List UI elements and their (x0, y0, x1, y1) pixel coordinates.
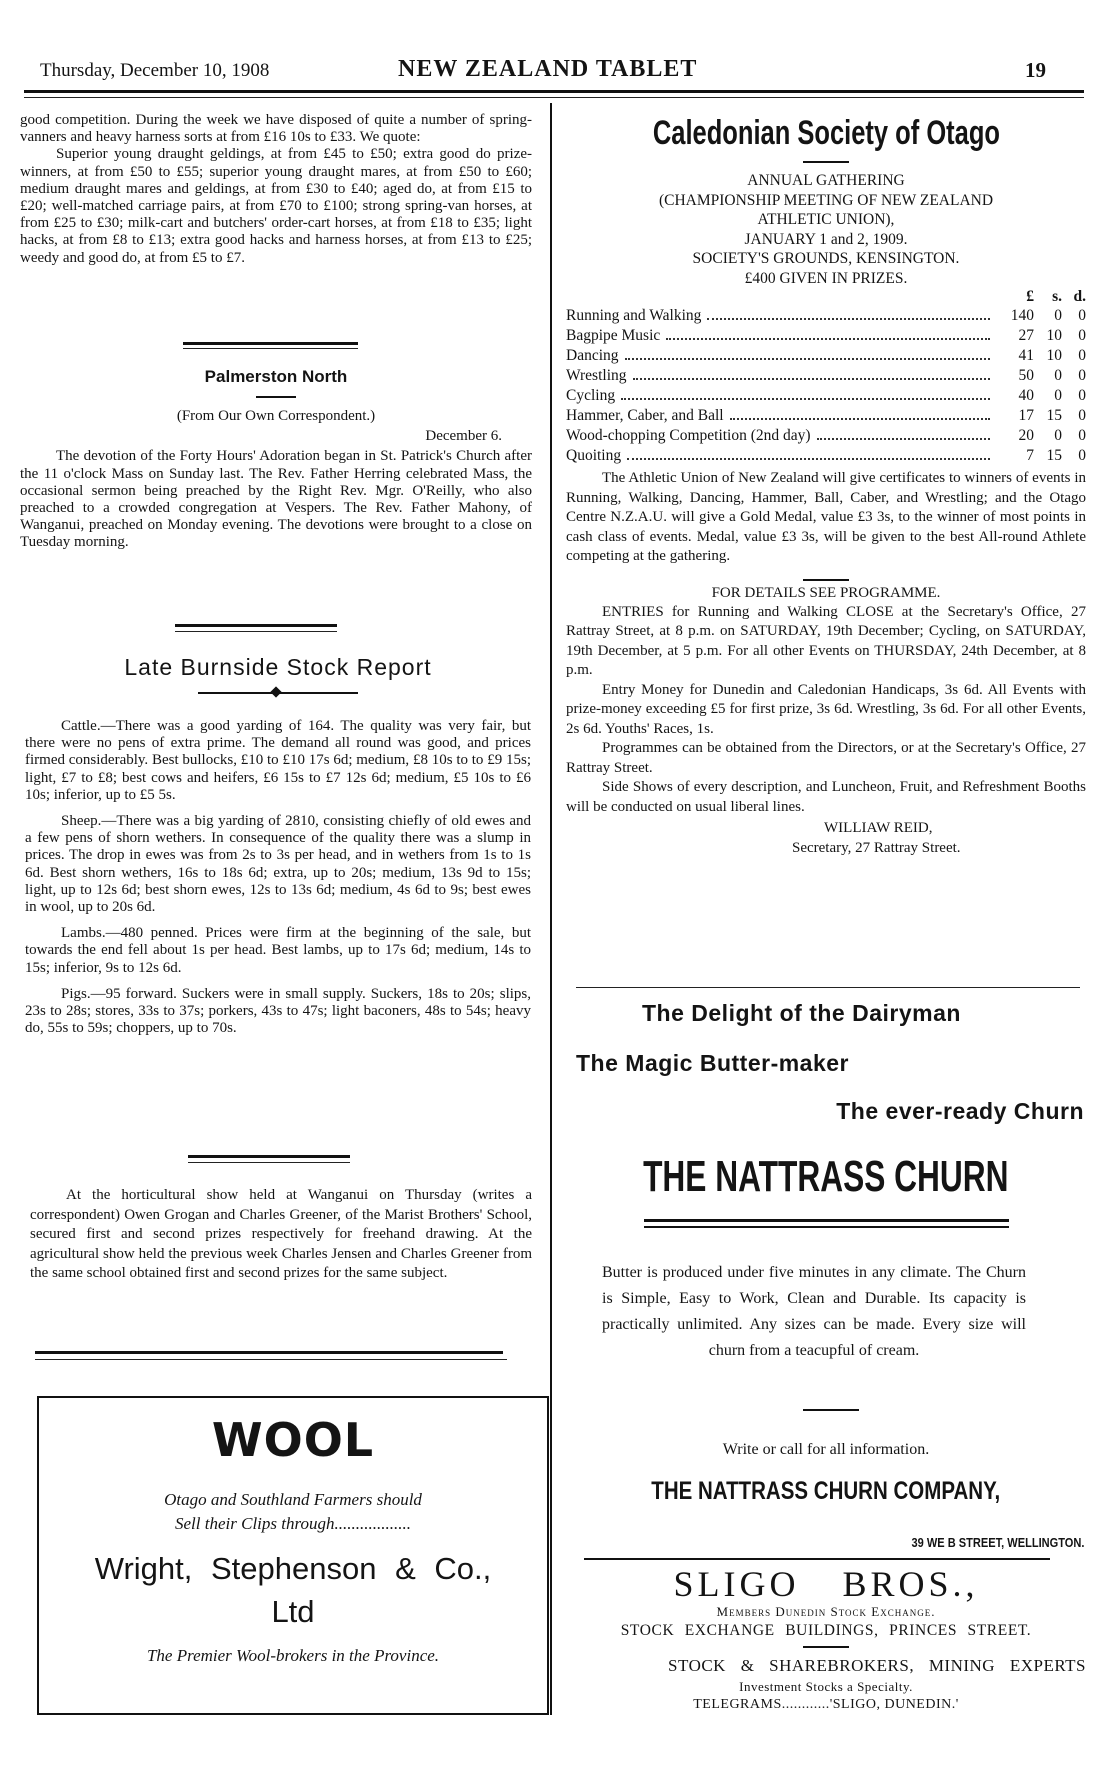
prize-shillings: 0 (1054, 307, 1062, 324)
contact-line: Write or call for all information. (722, 1441, 930, 1458)
company-address: 39 WE B STREET, WELLINGTON. (911, 1535, 1084, 1550)
paragraph: Superior young draught geldings, at from £45 to £50; extra good do prize-winners, at from £50 to £55; superior young draught mares, at from £50 to £60; medium draught mares and geldings, at from £30 to £40; aged do, at from £15 to £20; well-matched carriage pairs, at from £70 to £100; strong spring-van horses, at from £25 to £30; milk-cart and butchers' order-cart horses, at from £18 to £35; light hacks, at from £8 to £13; extra good hacks and harness horses, at from £13 to £25; weedy and good do, at from £5 to £7. (20, 146, 532, 266)
company-name: THE NATTRASS CHURN COMPANY, (651, 1477, 1001, 1505)
event-line: ANNUAL GATHERING (747, 172, 905, 189)
prize-pence: 0 (1078, 367, 1086, 384)
notice-title: Caledonian Society of Otago (652, 114, 1000, 152)
prize-pounds: 40 (1018, 387, 1034, 404)
wanganui-article (30, 1186, 532, 1284)
section-rule (584, 1558, 1050, 1560)
prize-shillings: 15 (1046, 447, 1062, 464)
section-rule (183, 348, 358, 349)
details-notice: FOR DETAILS SEE PROGRAMME. (711, 584, 941, 601)
event-name: Quoiting (566, 447, 622, 464)
paragraph: Entry Money for Dunedin and Caledonian Handicaps, 3s 6d. All Events with prize-money exceeding £5 for first prize, 3s 6d. Wrestling, 3s 6d. For all other Events, 2s 6d. Youths' Races, 1s. (566, 681, 1086, 737)
address: STOCK EXCHANGE BUILDINGS, PRINCES STREET. (620, 1622, 1032, 1639)
prize-row (566, 327, 1086, 347)
prize-row (566, 387, 1086, 407)
event-name: Wood-chopping Competition (2nd day) (566, 427, 811, 444)
paragraph-pigs: Pigs.—95 forward. Suckers were in small supply. Suckers, 18s to 20s; slips, 23s to 28s; stores, 33s to 37s; porkers, 43s to 47s; light baconers, 48s to 54s; heavy do, 55s to 59s; choppers, up to 70s. (25, 985, 531, 1037)
ad-tagline: The Premier Wool-brokers in the Province. (146, 1646, 440, 1665)
event-details (566, 171, 1086, 288)
byline: (From Our Own Correspondent.) (176, 408, 376, 424)
section-rule (188, 1162, 350, 1163)
paragraph-sheep: Sheep.—There was a big yarding of 2810, consisting chiefly of old ewes and a few pens of shorn wethers. In consequence of the quality there was a slump in prices. The drop in ewes was from 2s to 3s per head, and in wethers from 1s to 1s 6d. Best shorn wethers, 16s to 18s 6d; extra, up to 20s; medium, 13s 9d to 15s; light, up to 12s 6d; best shorn ewes, 12s to 13s 6d; medium, 4s 6d to 9s; best ewes in wool, up to 20s 6d. (25, 813, 531, 916)
dot-leader (621, 398, 990, 400)
section-rule (803, 1409, 859, 1411)
wool-advertisement (37, 1396, 549, 1715)
specialty: Investment Stocks a Specialty. (739, 1679, 913, 1694)
dot-leader (625, 358, 990, 360)
prize-pounds: 20 (1018, 427, 1034, 444)
prize-shillings: 10 (1046, 327, 1062, 344)
ad-headline: THE NATTRASS CHURN (643, 1152, 1009, 1201)
sligo-bros-advertisement (566, 1566, 1086, 1713)
section-rule (175, 624, 337, 627)
diamond-ornament-icon (270, 686, 281, 697)
prize-pounds: 41 (1018, 347, 1034, 364)
title-rule (256, 396, 296, 398)
section-rule (188, 1155, 350, 1158)
header-rule (24, 90, 1084, 93)
dot-leader (707, 318, 990, 320)
prize-row (566, 307, 1086, 327)
dot-leader (633, 378, 990, 380)
prize-pounds: 140 (1010, 307, 1034, 324)
headline-rule (644, 1219, 1009, 1222)
prize-pounds: 17 (1018, 407, 1034, 424)
stock-report-article (25, 652, 531, 1037)
event-line: SOCIETY'S GROUNDS, KENSINGTON. (692, 250, 960, 267)
dot-leader (627, 458, 990, 460)
prize-pounds: 7 (1026, 447, 1034, 464)
ad-body: Butter is produced under five minutes in any climate. The Churn is Simple, Easy to Work, Clean and Durable. Its capacity is practically unlimited. Any sizes can be made. Every size will churn from a teacupful of cream. (602, 1264, 1026, 1359)
horse-market-article (20, 112, 532, 267)
issue-date: Thursday, December 10, 1908 (40, 60, 270, 81)
prize-shillings: 0 (1054, 367, 1062, 384)
services: STOCK & SHAREBROKERS, MINING EXPERTS (668, 1656, 1086, 1675)
event-name: Cycling (566, 387, 616, 404)
header-rule-thin (24, 97, 1084, 98)
prize-shillings: 10 (1046, 347, 1062, 364)
event-name: Dancing (566, 347, 619, 364)
prize-row (566, 427, 1086, 447)
section-rule (576, 987, 1080, 988)
paragraph: Programmes can be obtained from the Directors, or at the Secretary's Office, 27 Rattray Street. (566, 740, 1086, 776)
event-line: JANUARY 1 and 2, 1909. (744, 230, 908, 248)
signatory: WILLIAW REID, (824, 820, 933, 836)
prize-pence: 0 (1078, 407, 1086, 424)
page-number: 19 (1025, 58, 1046, 82)
prize-table-header: £ s. d. (1026, 288, 1086, 305)
telegrams: TELEGRAMS............'SLIGO, DUNEDIN.' (693, 1697, 959, 1712)
ad-line: The Delight of the Dairyman (642, 1000, 961, 1026)
ad-line: Sell their Clips through.................. (175, 1514, 411, 1533)
section-rule (35, 1351, 503, 1354)
ad-line: Otago and Southland Farmers should (164, 1490, 422, 1509)
ad-headline: WOOL (211, 1413, 375, 1467)
prize-shillings: 0 (1054, 427, 1062, 444)
membership: Members Dunedin Stock Exchange. (716, 1604, 936, 1619)
prize-pounds: 27 (1018, 327, 1034, 344)
column-divider (550, 103, 552, 1715)
firm-name: SLIGO BROS., (673, 1564, 979, 1604)
article-title: Palmerston North (204, 367, 348, 386)
prize-pence: 0 (1078, 347, 1086, 364)
event-name: Bagpipe Music (566, 327, 661, 344)
prize-pence: 0 (1078, 307, 1086, 324)
paragraph: The Athletic Union of New Zealand will give certificates to winners of events in Running, Walking, Dancing, Hammer, Ball, Caber, and Wrestling; and the Otago Centre N.Z.A.U. will give a Gold Medal, value £3 3s, to the winner of most points in cash class of events. Medal, value £3 3s, will be given to the best All-round Athlete competing at the gathering. (566, 470, 1086, 564)
ad-line: The ever-ready Churn (836, 1098, 1084, 1124)
paragraph: good competition. During the week we have disposed of quite a number of spring-vanners and heavy harness sorts at from £16 10s to £33. We quote: (20, 112, 532, 146)
diamond-rule (198, 692, 358, 694)
prize-pence: 0 (1078, 387, 1086, 404)
paragraph: Side Shows of every description, and Luncheon, Fruit, and Refreshment Booths will be conducted on usual liberal lines. (566, 779, 1086, 815)
paragraph: The devotion of the Forty Hours' Adoration began in St. Patrick's Church after the 11 o'clock Mass on Sunday last. The Rev. Father Herring celebrated Mass, the occasional sermon being preached by the Right Rev. Mgr. O'Reilly, who also preached to a crowded congregation at Vespers. The Rev. Father Mahony, of Wanganui, preached on Monday evening. The devotions were brought to a close on Tuesday morning. (20, 448, 532, 551)
prize-shillings: 15 (1046, 407, 1062, 424)
firm-name: Wright, Stephenson & Co., (94, 1551, 492, 1586)
article-title: Late Burnside Stock Report (124, 654, 432, 680)
dot-leader (730, 418, 990, 420)
headline-rule (644, 1226, 1009, 1228)
prize-table (566, 307, 1086, 467)
section-rule (35, 1359, 507, 1360)
section-rule (183, 342, 358, 345)
prize-pence: 0 (1078, 327, 1086, 344)
prize-row (566, 347, 1086, 367)
prize-shillings: 0 (1054, 387, 1062, 404)
section-rule (803, 1646, 849, 1648)
event-name: Wrestling (566, 367, 627, 384)
paragraph: At the horticultural show held at Wanganui on Thursday (writes a correspondent) Owen Grogan and Charles Greener, of the Marist Brothers' School, secured first and second prizes respectively for freehand drawing. At the agricultural show held the previous week Charles Jensen and Charles Greener from the same school obtained first and second prizes for the same subject. (30, 1187, 532, 1281)
paragraph-cattle: Cattle.—There was a good yarding of 164. The quality was very fair, but there were no pens of extra prime. The demand all round was good, and prices firmed considerably. Best bullocks, £10 to £10 17s 6d; medium, £8 10s to to £9 15s; light, £7 to £8; best cows and heifers, £6 15s to £7 12s 6d; medium, £5 10s to £6 10s; inferior, up to £5 5s. (25, 718, 531, 803)
palmerston-north-article (20, 366, 532, 552)
paragraph-lambs: Lambs.—480 penned. Prices were firm at the beginning of the sale, but towards the end fell about 1s per head. Best lambs, up to 17s 6d; medium, 14s to 15s; inferior, 9s to 12s 6d. (25, 925, 531, 976)
caledonian-society-notice (566, 112, 1086, 858)
signatory-title: Secretary, 27 Rattray Street. (792, 839, 961, 856)
prize-pence: 0 (1078, 447, 1086, 464)
prize-row (566, 447, 1086, 467)
title-rule (803, 161, 849, 163)
masthead-title: NEW ZEALAND TABLET (398, 56, 698, 82)
section-rule (803, 579, 849, 581)
paragraph: ENTRIES for Running and Walking CLOSE at the Secretary's Office, 27 Rattray Street, at 8 p.m. on SATURDAY, 19th December; Cycling, on SATURDAY, 19th December, at 5 p.m. For all other Events on THURSDAY, 24th December, at 8 p.m. (566, 603, 1086, 678)
prize-pence: 0 (1078, 427, 1086, 444)
event-line: (CHAMPIONSHIP MEETING OF NEW ZEALAND (658, 191, 994, 209)
prize-row (566, 407, 1086, 427)
prize-pounds: 50 (1018, 367, 1034, 384)
event-line: ATHLETIC UNION), (757, 211, 895, 228)
event-name: Hammer, Caber, and Ball (566, 407, 724, 424)
prize-row (566, 367, 1086, 387)
dot-leader (817, 438, 990, 440)
firm-suffix: Ltd (271, 1594, 315, 1629)
dateline: December 6. (425, 428, 502, 445)
dot-leader (666, 338, 990, 340)
event-line: £400 GIVEN IN PRIZES. (744, 269, 908, 287)
section-rule (175, 631, 337, 632)
event-name: Running and Walking (566, 307, 702, 324)
ad-line: The Magic Butter-maker (576, 1050, 850, 1076)
